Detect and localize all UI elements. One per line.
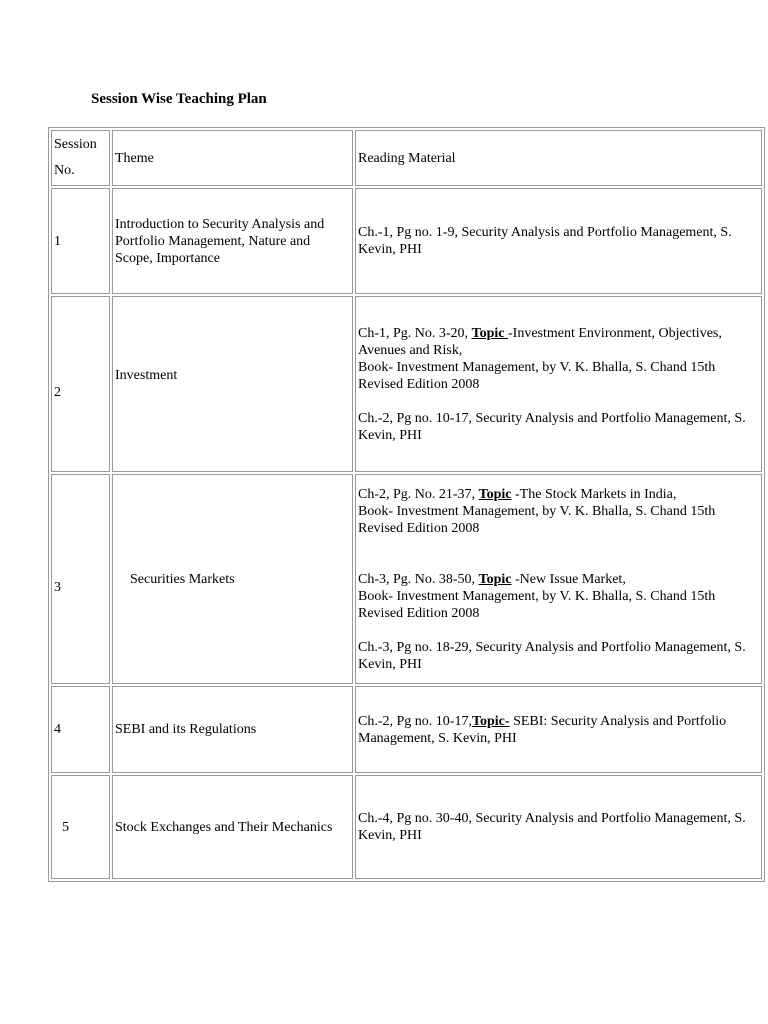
table-row — [51, 188, 762, 294]
document-title: Session Wise Teaching Plan — [91, 91, 267, 107]
session-number: 5 — [51, 775, 110, 879]
topic-label: Topic — [478, 486, 512, 502]
session-theme: Stock Exchanges and Their Mechanics — [112, 775, 353, 879]
reading-entry: Ch-3, Pg. No. 38-50, Topic -New Issue Market, — [358, 571, 626, 587]
header-theme: Theme — [112, 130, 353, 186]
session-theme: SEBI and its Regulations — [112, 686, 353, 773]
reading-material: Ch.-4, Pg no. 30-40, Security Analysis and Portfolio Management, S. Kevin, PHI — [355, 775, 762, 879]
reading-entry: Ch.-2, Pg no. 10-17, Security Analysis and Portfolio Management, S. Kevin, PHI — [358, 410, 746, 443]
book-reference: Book- Investment Management, by V. K. Bhalla, S. Chand 15th Revised Edition 2008 — [358, 359, 716, 392]
session-number: 4 — [51, 686, 110, 773]
book-reference: Book- Investment Management, by V. K. Bhalla, S. Chand 15th Revised Edition 2008 — [358, 503, 716, 536]
table-row — [51, 474, 762, 684]
session-theme: Securities Markets — [112, 474, 353, 684]
book-reference: Book- Investment Management, by V. K. Bhalla, S. Chand 15th Revised Edition 2008 — [358, 588, 716, 621]
table-row — [51, 686, 762, 773]
reading-material: Ch.-2, Pg no. 10-17,Topic- SEBI: Security Analysis and Portfolio Management, S. Kevin, PHI — [355, 686, 762, 773]
header-no-label: No. — [54, 163, 75, 178]
reading-entry: Ch-2, Pg. No. 21-37, Topic -The Stock Markets in India, — [358, 486, 677, 502]
session-number: 2 — [51, 296, 110, 472]
reading-entry: Ch.-3, Pg no. 18-29, Security Analysis and Portfolio Management, S. Kevin, PHI — [358, 639, 746, 672]
reading-material — [355, 296, 762, 472]
reading-material — [355, 474, 762, 684]
header-reading-material: Reading Material — [355, 130, 762, 186]
session-theme: Investment — [112, 296, 353, 472]
topic-label: Topic — [478, 571, 512, 587]
session-number: 3 — [51, 474, 110, 684]
teaching-plan-table — [48, 127, 765, 882]
reading-entry: Ch-1, Pg. No. 3-20, Topic -Investment Environment, Objectives, Avenues and Risk, — [358, 325, 722, 358]
header-session-no — [51, 130, 110, 186]
table-header-row — [51, 130, 762, 186]
topic-label: Topic- — [471, 713, 510, 729]
reading-material: Ch.-1, Pg no. 1-9, Security Analysis and Portfolio Management, S. Kevin, PHI — [355, 188, 762, 294]
table-row — [51, 296, 762, 472]
topic-label: Topic — [471, 325, 509, 341]
table-row — [51, 775, 762, 879]
header-session-label: Session — [54, 137, 97, 152]
session-theme: Introduction to Security Analysis and Portfolio Management, Nature and Scope, Importance — [112, 188, 353, 294]
session-number: 1 — [51, 188, 110, 294]
